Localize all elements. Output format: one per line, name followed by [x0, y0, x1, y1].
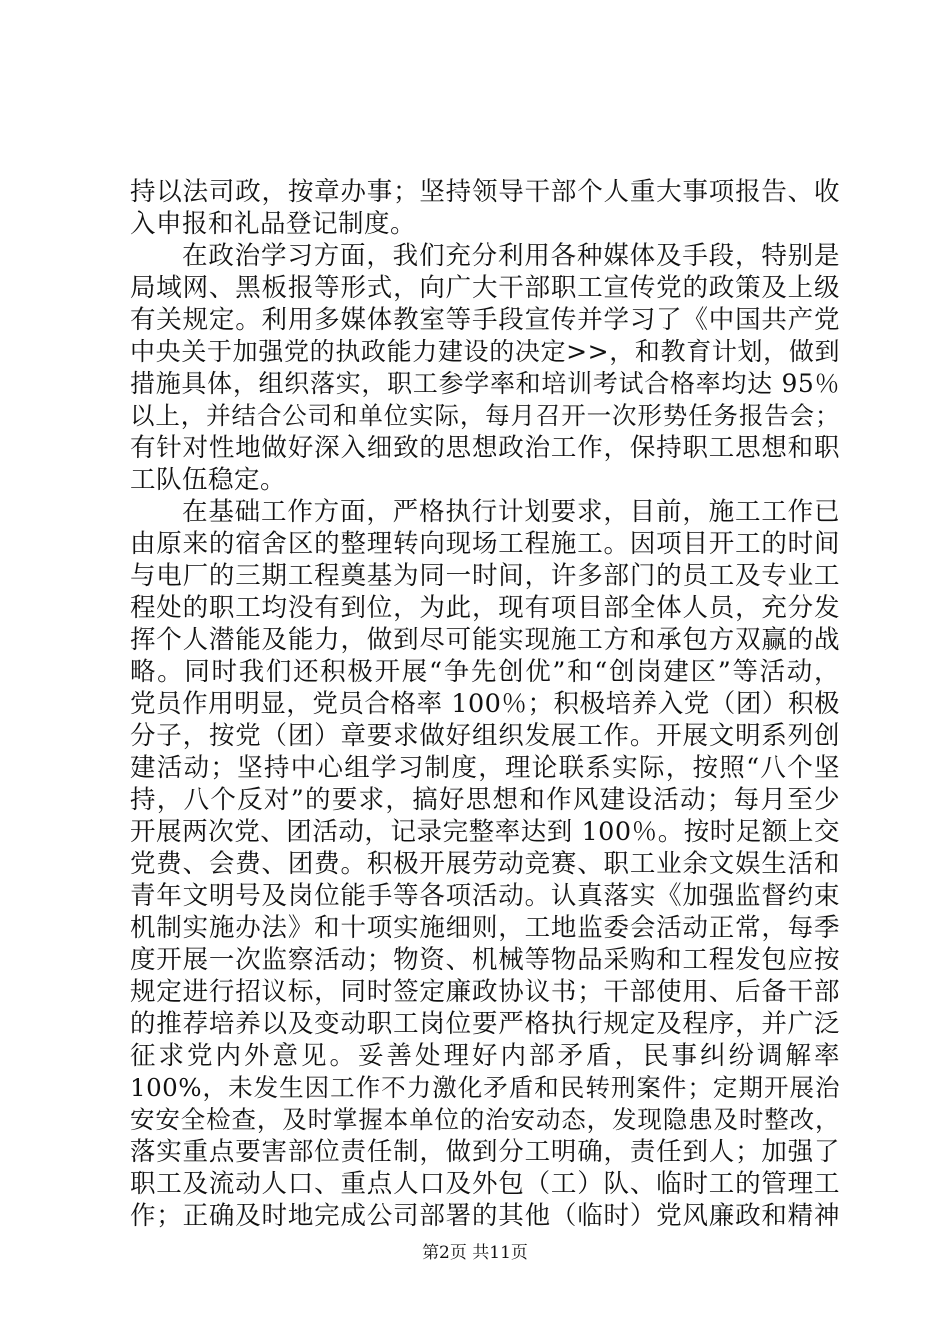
text-line: 有关规定。利用多媒体教室等手段宣传并学习了《中国共产党	[130, 305, 840, 335]
text-line: 征求党内外意见。妥善处理好内部矛盾，民事纠纷调解率	[130, 1041, 840, 1071]
text-line: 以上，并结合公司和单位实际，每月召开一次形势任务报告会；	[130, 401, 840, 430]
text-line: 由原来的宿舍区的整理转向现场工程施工。因项目开工的时间	[130, 529, 840, 559]
text-line: 程处的职工均没有到位，为此，现有项目部全体人员，充分发	[130, 593, 840, 623]
text-line: 职工及流动人口、重点人口及外包（工）队、临时工的管理工	[130, 1169, 840, 1199]
text-line: 落实重点要害部位责任制，做到分工明确，责任到人；加强了	[130, 1137, 840, 1167]
text-line: 度开展一次监察活动；物资、机械等物品采购和工程发包应按	[130, 945, 840, 975]
text-line: 挥个人潜能及能力，做到尽可能实现施工方和承包方双赢的战	[130, 625, 840, 655]
text-line: 与电厂的三期工程奠基为同一时间，许多部门的员工及专业工	[130, 561, 840, 591]
text-line: 在基础工作方面，严格执行计划要求，目前，施工工作已	[182, 497, 840, 527]
text-line: 规定进行招议标，同时签定廉政协议书；干部使用、后备干部	[130, 977, 840, 1007]
text-line: 安安全检查，及时掌握本单位的治安动态，发现隐患及时整改，	[130, 1105, 840, 1134]
text-line: 入申报和礼品登记制度。	[130, 209, 417, 239]
text-line: 持以法司政，按章办事；坚持领导干部个人重大事项报告、收	[130, 177, 840, 207]
text-line: 持，八个反对”的要求，搞好思想和作风建设活动；每月至少	[130, 785, 840, 815]
text-line: 工队伍稳定。	[130, 465, 287, 495]
body-text	[130, 176, 840, 1232]
text-line: 开展两次党、团活动，记录完整率达到 100％。按时足额上交	[130, 817, 840, 847]
text-line: 青年文明号及岗位能手等各项活动。认真落实《加强监督约束	[130, 881, 840, 911]
text-line: 作；正确及时地完成公司部署的其他（临时）党风廉政和精神	[130, 1201, 840, 1231]
text-line: 党费、会费、团费。积极开展劳动竞赛、职工业余文娱生活和	[130, 849, 840, 879]
page-footer: 第2页 共11页	[422, 1243, 528, 1263]
text-line: 中央关于加强党的执政能力建设的决定>>，和教育计划，做到	[130, 337, 840, 366]
text-line: 机制实施办法》和十项实施细则，工地监委会活动正常，每季	[130, 913, 840, 943]
text-line: 分子，按党（团）章要求做好组织发展工作。开展文明系列创	[130, 721, 840, 751]
text-line: 措施具体，组织落实，职工参学率和培训考试合格率均达 95％	[130, 369, 840, 398]
text-line: 的推荐培养以及变动职工岗位要严格执行规定及程序，并广泛	[130, 1009, 840, 1039]
text-line: 在政治学习方面，我们充分利用各种媒体及手段，特别是	[182, 241, 840, 271]
text-line: 局域网、黑板报等形式，向广大干部职工宣传党的政策及上级	[130, 273, 840, 303]
text-line: 党员作用明显，党员合格率 100％；积极培养入党（团）积极	[130, 689, 840, 719]
text-line: 有针对性地做好深入细致的思想政治工作，保持职工思想和职	[130, 433, 840, 463]
text-line: 略。同时我们还积极开展“争先创优”和“创岗建区”等活动，	[130, 657, 840, 687]
text-line: 100%，未发生因工作不力激化矛盾和民转刑案件；定期开展治	[130, 1073, 840, 1102]
text-line: 建活动；坚持中心组学习制度，理论联系实际，按照“八个坚	[130, 753, 840, 783]
